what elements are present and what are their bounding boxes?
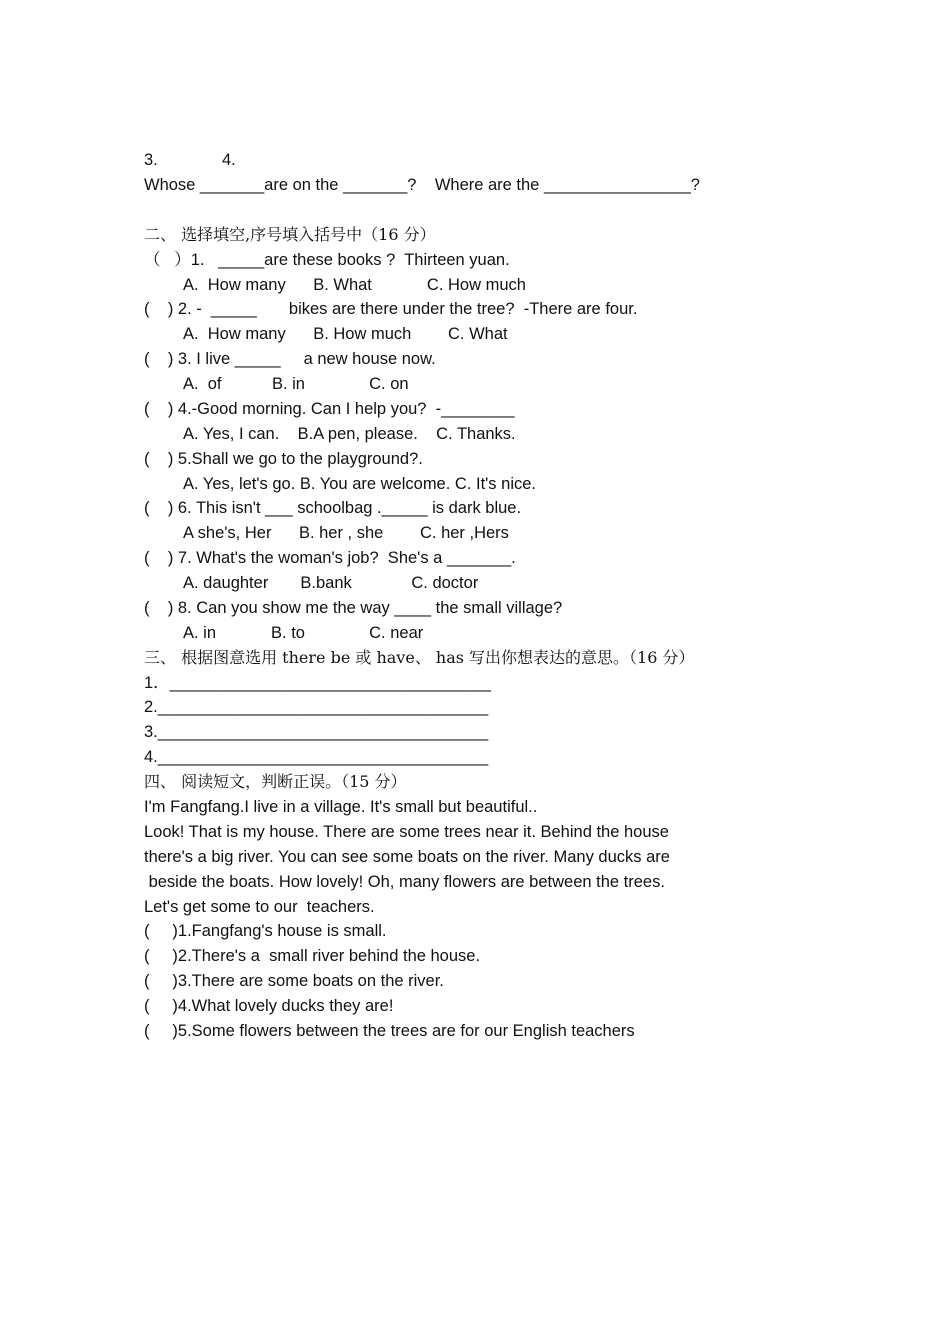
judgement-3: ( )3.There are some boats on the river. xyxy=(144,972,444,990)
question-4-options: A. Yes, I can. B.A pen, please. C. Thanks. xyxy=(183,425,516,443)
question-3-options: A. of B. in C. on xyxy=(183,375,409,393)
question-4: ( ) 4.-Good morning. Can I help you? -________ xyxy=(144,400,515,418)
question-1-options: A. How many B. What C. How much xyxy=(183,276,526,294)
whose-where-sentence: Whose _______are on the _______? Where are the ________________? xyxy=(144,176,700,194)
answer-line-2: 2.____________________________________ xyxy=(144,698,489,716)
section-3-heading: 三、 根据图意选用 there be 或 have、 has 写出你想表达的意思。（16 分） xyxy=(144,648,695,667)
section-2-heading: 二、 选择填空,序号填入括号中（16 分） xyxy=(144,225,436,244)
judgement-5: ( )5.Some flowers between the trees are for our English teachers xyxy=(144,1022,635,1040)
question-3: ( ) 3. I live _____ a new house now. xyxy=(144,350,436,368)
judgement-1: ( )1.Fangfang's house is small. xyxy=(144,922,387,940)
passage-line: beside the boats. How lovely! Oh, many flowers are between the trees. xyxy=(144,873,665,891)
answer-line-3: 3.____________________________________ xyxy=(144,723,489,741)
question-2: ( ) 2. - _____ bikes are there under the tree? -There are four. xyxy=(144,300,638,318)
passage-line: Look! That is my house. There are some trees near it. Behind the house xyxy=(144,823,669,841)
section-4-heading: 四、 阅读短文，判断正误。（15 分） xyxy=(144,772,407,791)
question-6-options: A she's, Her B. her , she C. her ,Hers xyxy=(183,524,509,542)
judgement-2: ( )2.There's a small river behind the house. xyxy=(144,947,481,965)
passage-line: Let's get some to our teachers. xyxy=(144,898,375,916)
question-8: ( ) 8. Can you show me the way ____ the small village? xyxy=(144,599,563,617)
question-7: ( ) 7. What's the woman's job? She's a _______. xyxy=(144,549,516,567)
question-5: ( ) 5.Shall we go to the playground?. xyxy=(144,450,423,468)
question-5-options: A. Yes, let's go. B. You are welcome. C. It's nice. xyxy=(183,475,536,493)
question-2-options: A. How many B. How much C. What xyxy=(183,325,508,343)
passage-line: there's a big river. You can see some boats on the river. Many ducks are xyxy=(144,848,670,866)
question-6: ( ) 6. This isn't ___ schoolbag ._____ is dark blue. xyxy=(144,499,522,517)
answer-line-4: 4.____________________________________ xyxy=(144,748,489,766)
question-7-options: A. daughter B.bank C. doctor xyxy=(183,574,479,592)
passage-line: I'm Fangfang.I live in a village. It's small but beautiful.. xyxy=(144,798,538,816)
judgement-4: ( )4.What lovely ducks they are! xyxy=(144,997,394,1015)
picture-numbers: 3. 4. xyxy=(144,151,236,169)
question-8-options: A. in B. to C. near xyxy=(183,624,424,642)
answer-line-1: 1．___________________________________ xyxy=(144,674,491,692)
question-1: （ ）1. _____are these books ? Thirteen yuan. xyxy=(144,251,510,269)
